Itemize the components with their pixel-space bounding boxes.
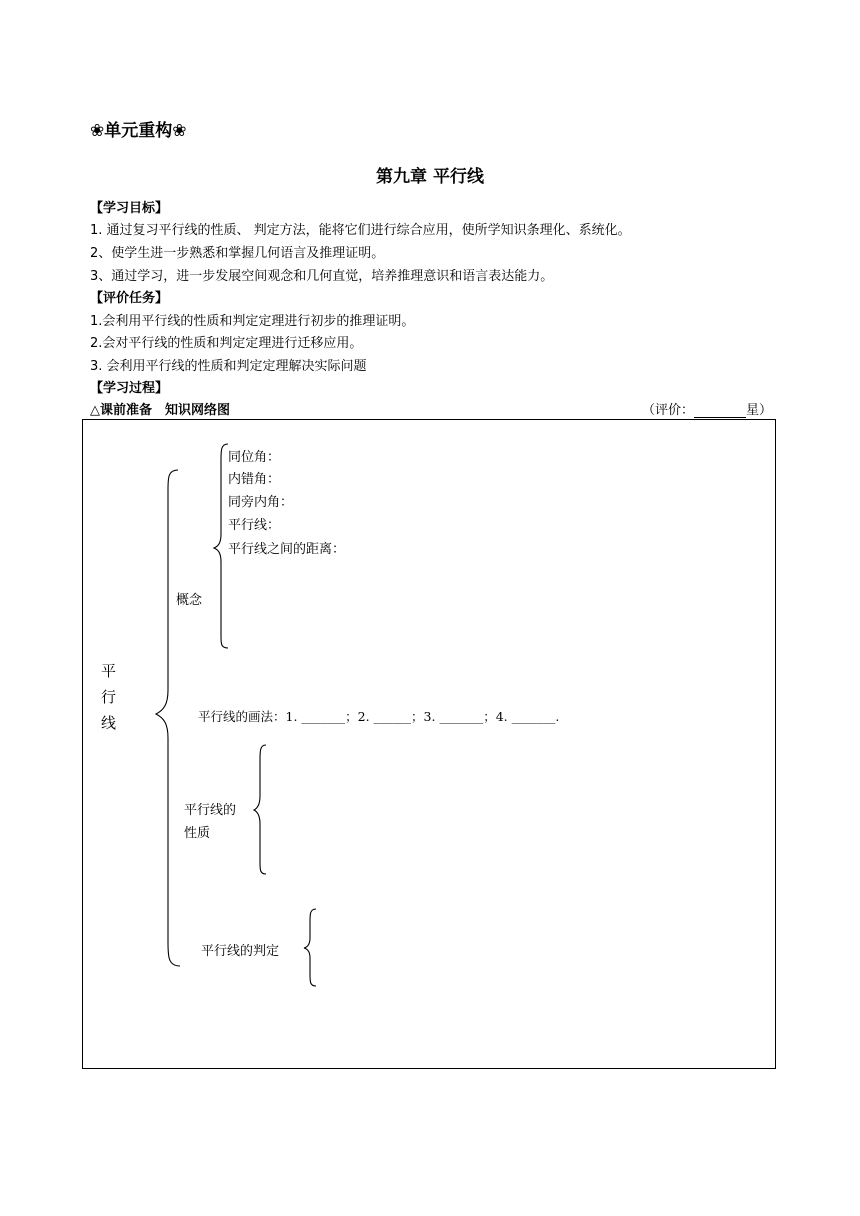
unit-title: ❀单元重构❀	[90, 121, 187, 141]
process-heading: 【学习过程】	[90, 381, 169, 396]
drawing-methods: 平行线的画法：1. _______；2. ______；3. _______；4. _______.	[198, 709, 560, 724]
prep-heading: △课前准备 知识网络图	[90, 403, 230, 418]
judgement-brace	[304, 909, 316, 986]
concept-item: 平行线：	[228, 518, 281, 533]
concept-item: 平行线之间的距离：	[228, 542, 346, 557]
chapter-title: 第九章 平行线	[376, 167, 484, 187]
main-brace	[156, 470, 180, 966]
rating-prefix: （评价：	[641, 403, 694, 418]
concept-label: 概念	[176, 593, 203, 608]
tasks-heading: 【评价任务】	[90, 291, 169, 306]
root-char: 行	[101, 688, 117, 706]
root-char: 平	[101, 662, 117, 680]
task-item: 3. 会利用平行线的性质和判定定理解决实际问题	[90, 359, 367, 374]
root-char: 线	[101, 714, 117, 732]
concept-item: 内错角：	[228, 472, 281, 487]
properties-label-line1: 平行线的	[184, 803, 237, 818]
goals-heading: 【学习目标】	[90, 201, 169, 216]
judgement-label: 平行线的判定	[201, 944, 280, 959]
concept-item: 同位角：	[228, 450, 281, 465]
concept-brace	[214, 444, 228, 648]
properties-brace	[254, 745, 266, 874]
network-root	[101, 658, 121, 736]
concept-item: 同旁内角：	[228, 495, 294, 510]
goal-item: 3、通过学习，进一步发展空间观念和几何直觉，培养推理意识和语言表达能力。	[90, 269, 554, 284]
task-item: 1.会利用平行线的性质和判定定理进行初步的推理证明。	[90, 314, 415, 329]
properties-label-line2: 性质	[184, 826, 211, 841]
goal-item: 2、使学生进一步熟悉和掌握几何语言及推理证明。	[90, 246, 385, 261]
goal-item: 1. 通过复习平行线的性质、 判定方法，能将它们进行综合应用，使所学知识条理化、系统化。	[90, 223, 631, 238]
rating-suffix: 星）	[745, 403, 772, 418]
task-item: 2.会对平行线的性质和判定定理进行迁移应用。	[90, 336, 363, 351]
